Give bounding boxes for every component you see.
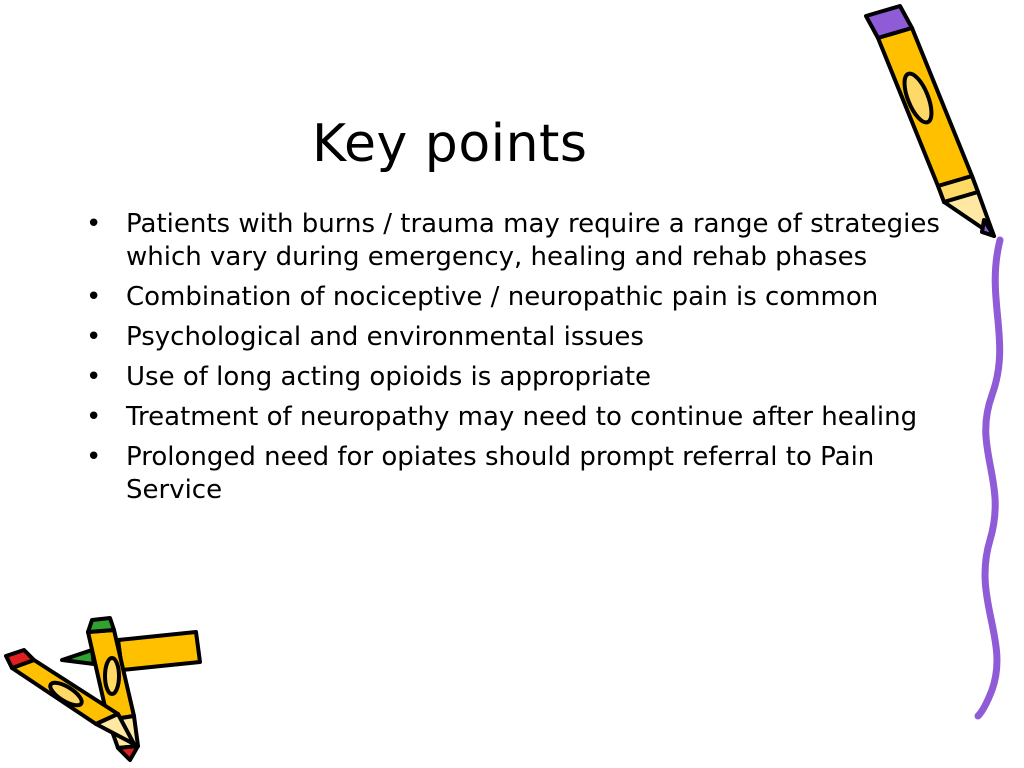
bullet-marker: • — [86, 402, 102, 432]
bullet-text: Use of long acting opioids is appropriate — [126, 362, 652, 392]
bullet-marker: • — [86, 362, 102, 392]
bullet-marker: • — [86, 209, 102, 239]
bullet-text: Patients with burns / trauma may require a range of strategies which vary during emergency, healing and rehab phases — [126, 209, 940, 272]
bullet-marker: • — [86, 322, 102, 352]
bullet-marker: • — [86, 282, 102, 312]
bullet-text: Treatment of neuropathy may need to continue after healing — [126, 402, 918, 432]
bullet-marker: • — [86, 442, 102, 472]
page-title: Key points — [312, 114, 588, 174]
bullet-text: Combination of nociceptive / neuropathic pain is common — [126, 282, 879, 312]
bullet-text: Psychological and environmental issues — [126, 322, 644, 352]
bullet-text: Prolonged need for opiates should prompt referral to Pain Service — [126, 442, 875, 505]
